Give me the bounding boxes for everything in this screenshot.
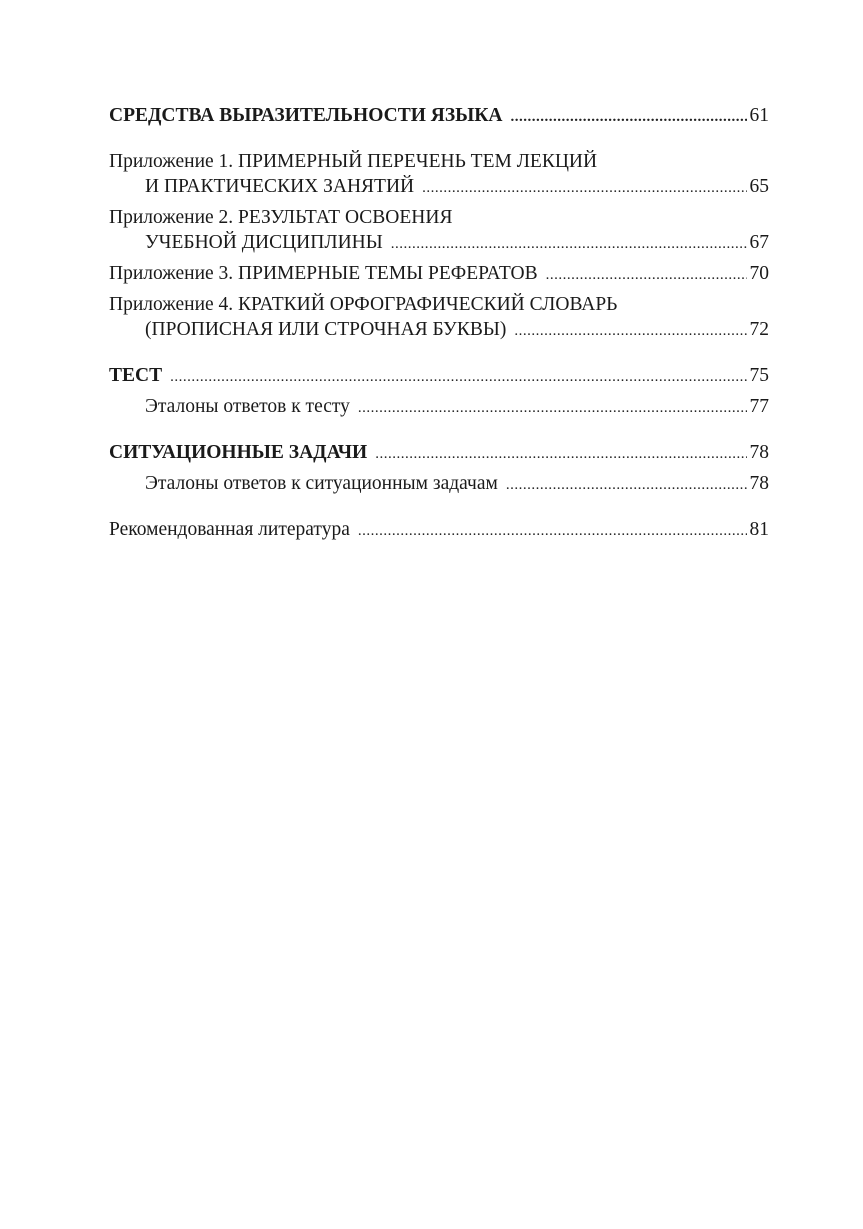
toc-entry-situational-tasks[interactable] [109,440,769,465]
toc-page-number: 70 [749,263,769,284]
dot-leader [422,176,746,201]
toc-page-number: 61 [749,105,769,126]
toc-entry-title: СРЕДСТВА ВЫРАЗИТЕЛЬНОСТИ ЯЗЫКА [109,105,503,126]
toc-entry-title-line2: И ПРАКТИЧЕСКИХ ЗАНЯТИЙ [145,176,415,197]
toc-page-number: 72 [749,319,769,340]
toc-entry-title: СИТУАЦИОННЫЕ ЗАДАЧИ [109,442,368,463]
toc-entry-title: Приложение 3. ПРИМЕРНЫЕ ТЕМЫ РЕФЕРАТОВ [109,263,538,284]
dot-leader [514,319,746,344]
toc-page-number: 81 [749,519,769,540]
table-of-contents [109,103,769,542]
dot-leader [358,396,747,421]
toc-entry-test[interactable] [109,363,769,388]
dot-leader [511,105,747,130]
toc-entry-literature[interactable] [109,517,769,542]
toc-entry-title-line1: Приложение 4. КРАТКИЙ ОРФОГРАФИЧЕСКИЙ СЛОВАРЬ [109,294,618,315]
toc-page-number: 65 [749,176,769,197]
toc-page-number: 75 [749,365,769,386]
toc-entry-appendix-3[interactable] [109,261,769,286]
toc-entry-title: Эталоны ответов к ситуационным задачам [145,473,498,494]
toc-entry-appendix-4[interactable] [109,292,769,342]
toc-entry-title-line2: УЧЕБНОЙ ДИСЦИПЛИНЫ [145,232,383,253]
dot-leader [170,365,746,390]
dot-leader [546,263,747,288]
toc-entry-title-line2: (ПРОПИСНАЯ ИЛИ СТРОЧНАЯ БУКВЫ) [145,319,507,340]
toc-entry-title-line1: Приложение 1. ПРИМЕРНЫЙ ПЕРЕЧЕНЬ ТЕМ ЛЕКЦИЙ [109,151,598,172]
toc-entry-title-line1: Приложение 2. РЕЗУЛЬТАТ ОСВОЕНИЯ [109,207,453,228]
toc-page-number: 77 [749,396,769,417]
dot-leader [375,442,746,467]
toc-entry-appendix-1[interactable] [109,149,769,199]
toc-entry-test-answers[interactable] [109,394,769,419]
toc-page-number: 78 [749,442,769,463]
dot-leader [391,232,747,257]
toc-entry-situational-answers[interactable] [109,471,769,496]
toc-page-number: 78 [749,473,769,494]
toc-page-number: 67 [749,232,769,253]
dot-leader [506,473,747,498]
dot-leader [358,519,747,544]
toc-entry-title: Эталоны ответов к тесту [145,396,350,417]
toc-entry-title: ТЕСТ [109,365,163,386]
toc-entry-appendix-2[interactable] [109,205,769,255]
toc-entry-expressive-means[interactable] [109,103,769,128]
toc-entry-title: Рекомендованная литература [109,519,350,540]
